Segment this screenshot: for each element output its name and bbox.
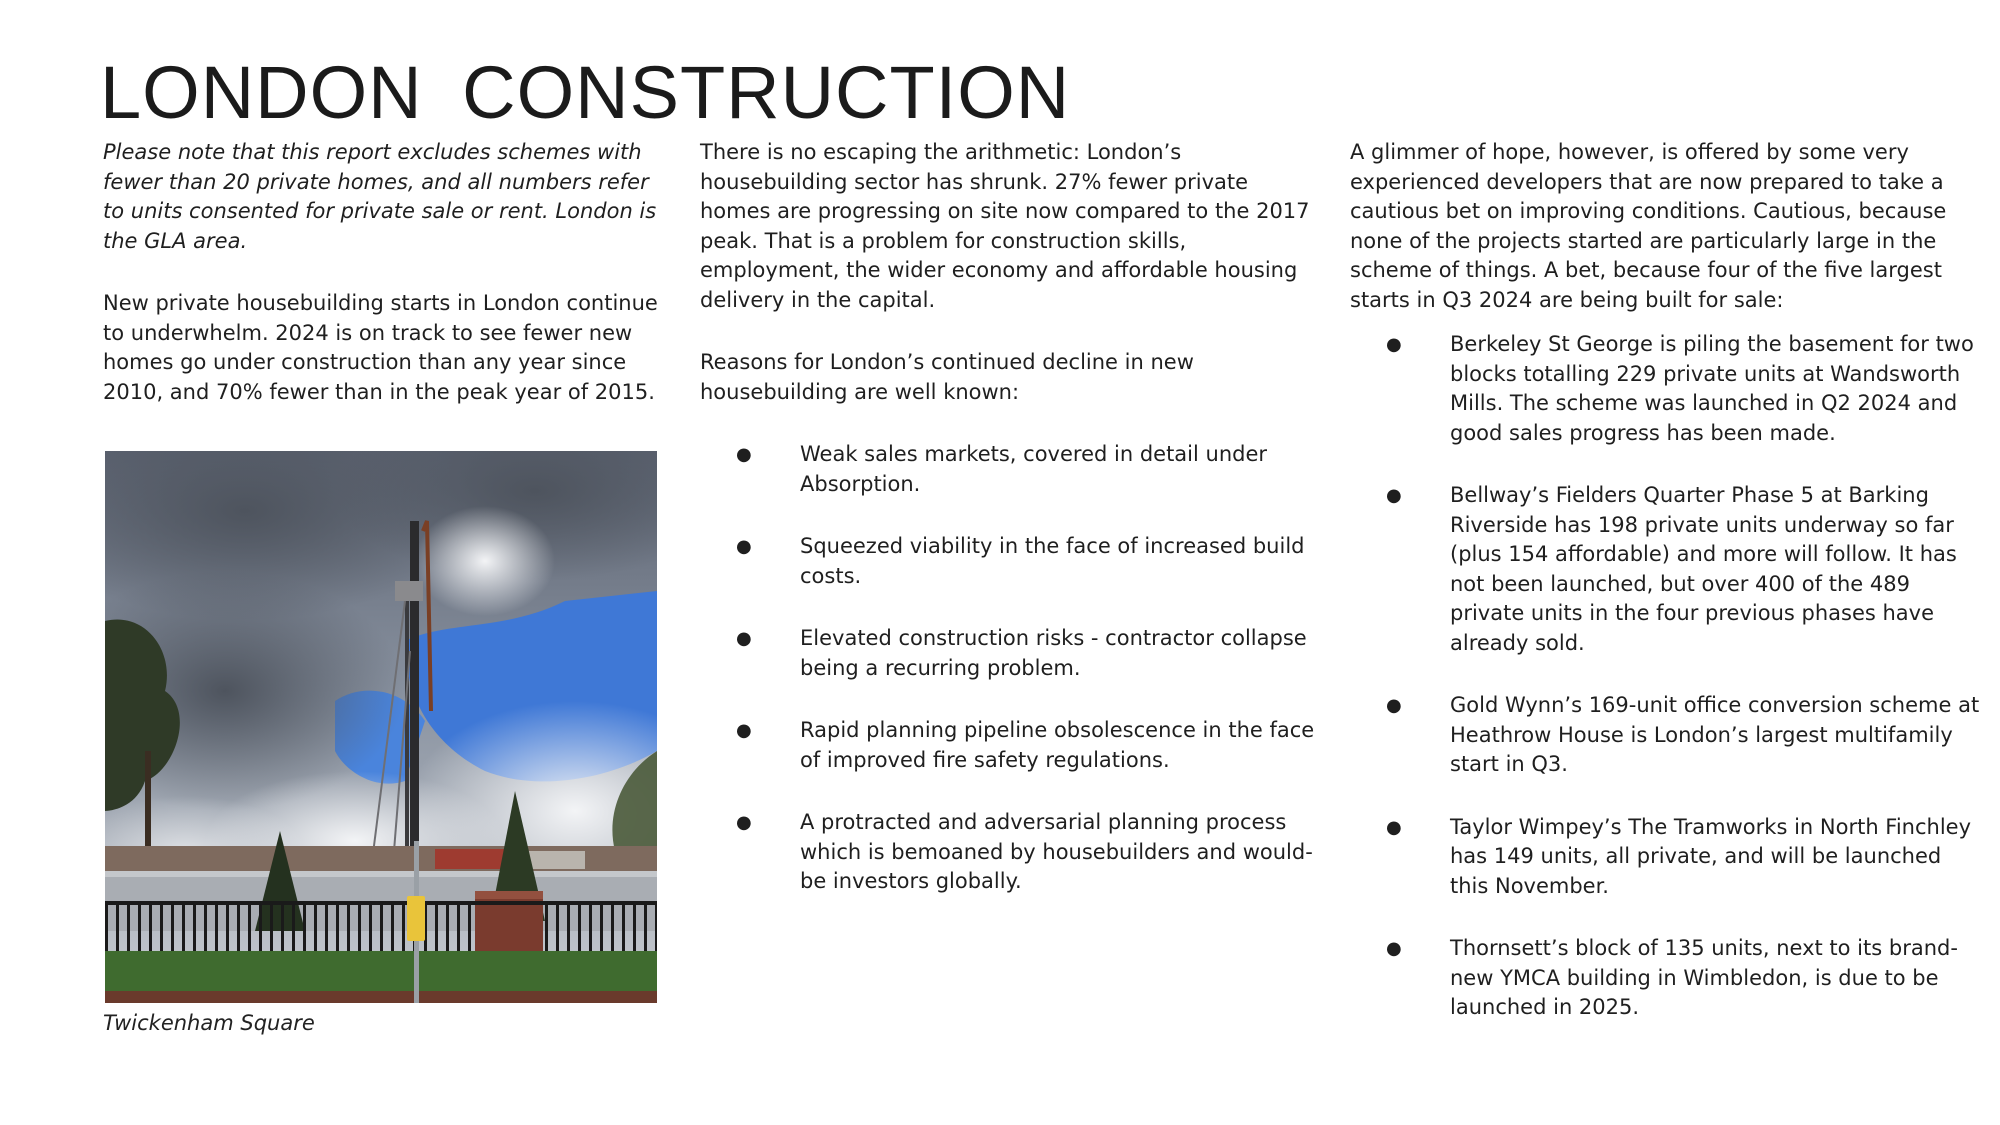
reasons-list bbox=[700, 440, 1315, 897]
list-item-text: A protracted and adversarial planning process which is bemoaned by housebuilders and would-be investors globally. bbox=[800, 810, 1313, 893]
bullet-icon: ● bbox=[1386, 695, 1402, 716]
list-item-text: Taylor Wimpey’s The Tramworks in North Finchley has 149 units, all private, and will be launched this November. bbox=[1450, 814, 1972, 898]
construction-site-photo bbox=[105, 451, 657, 1003]
list-item bbox=[700, 624, 1315, 683]
list-item bbox=[700, 440, 1315, 499]
page-title: LONDON CONSTRUCTION bbox=[100, 51, 1071, 134]
arithmetic-paragraph: There is no escaping the arithmetic: London’s housebuilding sector has shrunk. 27% fewer private homes are progressing on site now compared to the 2017 peak. That is a problem for construction skills, employment, the wider economy and affordable housing delivery in the capital. bbox=[700, 140, 1310, 312]
list-item bbox=[700, 532, 1315, 591]
left-column bbox=[103, 138, 668, 440]
bullet-icon: ● bbox=[736, 536, 752, 557]
list-item-text: Bellway’s Fielders Quarter Phase 5 at Barking Riverside has 198 private units underway so far (plus 154 affordable) and more will follow. It has not been launched, but over 400 of the 489 private units in the four previous phases have already sold. bbox=[1450, 483, 1957, 655]
list-item-text: Elevated construction risks - contractor collapse being a recurring problem. bbox=[800, 626, 1307, 680]
list-item bbox=[1350, 481, 1982, 658]
photo-caption: Twickenham Square bbox=[103, 1011, 315, 1035]
list-item bbox=[700, 716, 1315, 775]
largest-starts-list bbox=[1350, 330, 1982, 1023]
bullet-icon: ● bbox=[1386, 485, 1402, 506]
intro-paragraph: New private housebuilding starts in London continue to underwhelm. 2024 is on track to see fewer new homes go under construction than any year since 2010, and 70% fewer than in the peak year of 2015. bbox=[103, 291, 658, 404]
list-item-text: Gold Wynn’s 169-unit office conversion scheme at Heathrow House is London’s largest multifamily start in Q3. bbox=[1450, 693, 1980, 776]
list-item-text: Squeezed viability in the face of increased build costs. bbox=[800, 534, 1305, 588]
bullet-icon: ● bbox=[1386, 938, 1402, 959]
list-item bbox=[700, 808, 1315, 897]
list-item bbox=[1350, 691, 1982, 780]
bullet-icon: ● bbox=[1386, 816, 1402, 838]
bullet-icon: ● bbox=[736, 628, 752, 649]
glimmer-of-hope-paragraph: A glimmer of hope, however, is offered by some very experienced developers that are now prepared to take a cautious bet on improving conditions. Cautious, because none of the projects started are particularly large in the scheme of things. A bet, because four of the five largest starts in Q3 2024 are being built for sale: bbox=[1350, 140, 1947, 312]
middle-column bbox=[700, 138, 1315, 930]
list-item bbox=[1350, 813, 1982, 902]
bullet-icon: ● bbox=[736, 812, 752, 833]
bullet-icon: ● bbox=[736, 720, 752, 741]
report-scope-note: Please note that this report excludes schemes with fewer than 20 private homes, and all numbers refer to units consented for private sale or rent. London is the GLA area. bbox=[103, 140, 657, 253]
reasons-intro-paragraph: Reasons for London’s continued decline in new housebuilding are well known: bbox=[700, 350, 1194, 404]
right-column bbox=[1350, 138, 1982, 1056]
list-item-text: Weak sales markets, covered in detail under Absorption. bbox=[800, 442, 1268, 496]
list-item-text: Rapid planning pipeline obsolescence in the face of improved fire safety regulations. bbox=[800, 718, 1315, 772]
bullet-icon: ● bbox=[736, 444, 752, 465]
list-item-text: Thornsett’s block of 135 units, next to its brand-new YMCA building in Wimbledon, is due to be launched in 2025. bbox=[1450, 936, 1958, 1019]
bullet-icon: ● bbox=[1386, 334, 1402, 355]
list-item bbox=[1350, 330, 1982, 448]
list-item-text: Berkeley St George is piling the basement for two blocks totalling 229 private units at Wandsworth Mills. The scheme was launched in Q2 2024 and good sales progress has been made. bbox=[1450, 332, 1974, 445]
list-item bbox=[1350, 934, 1982, 1023]
